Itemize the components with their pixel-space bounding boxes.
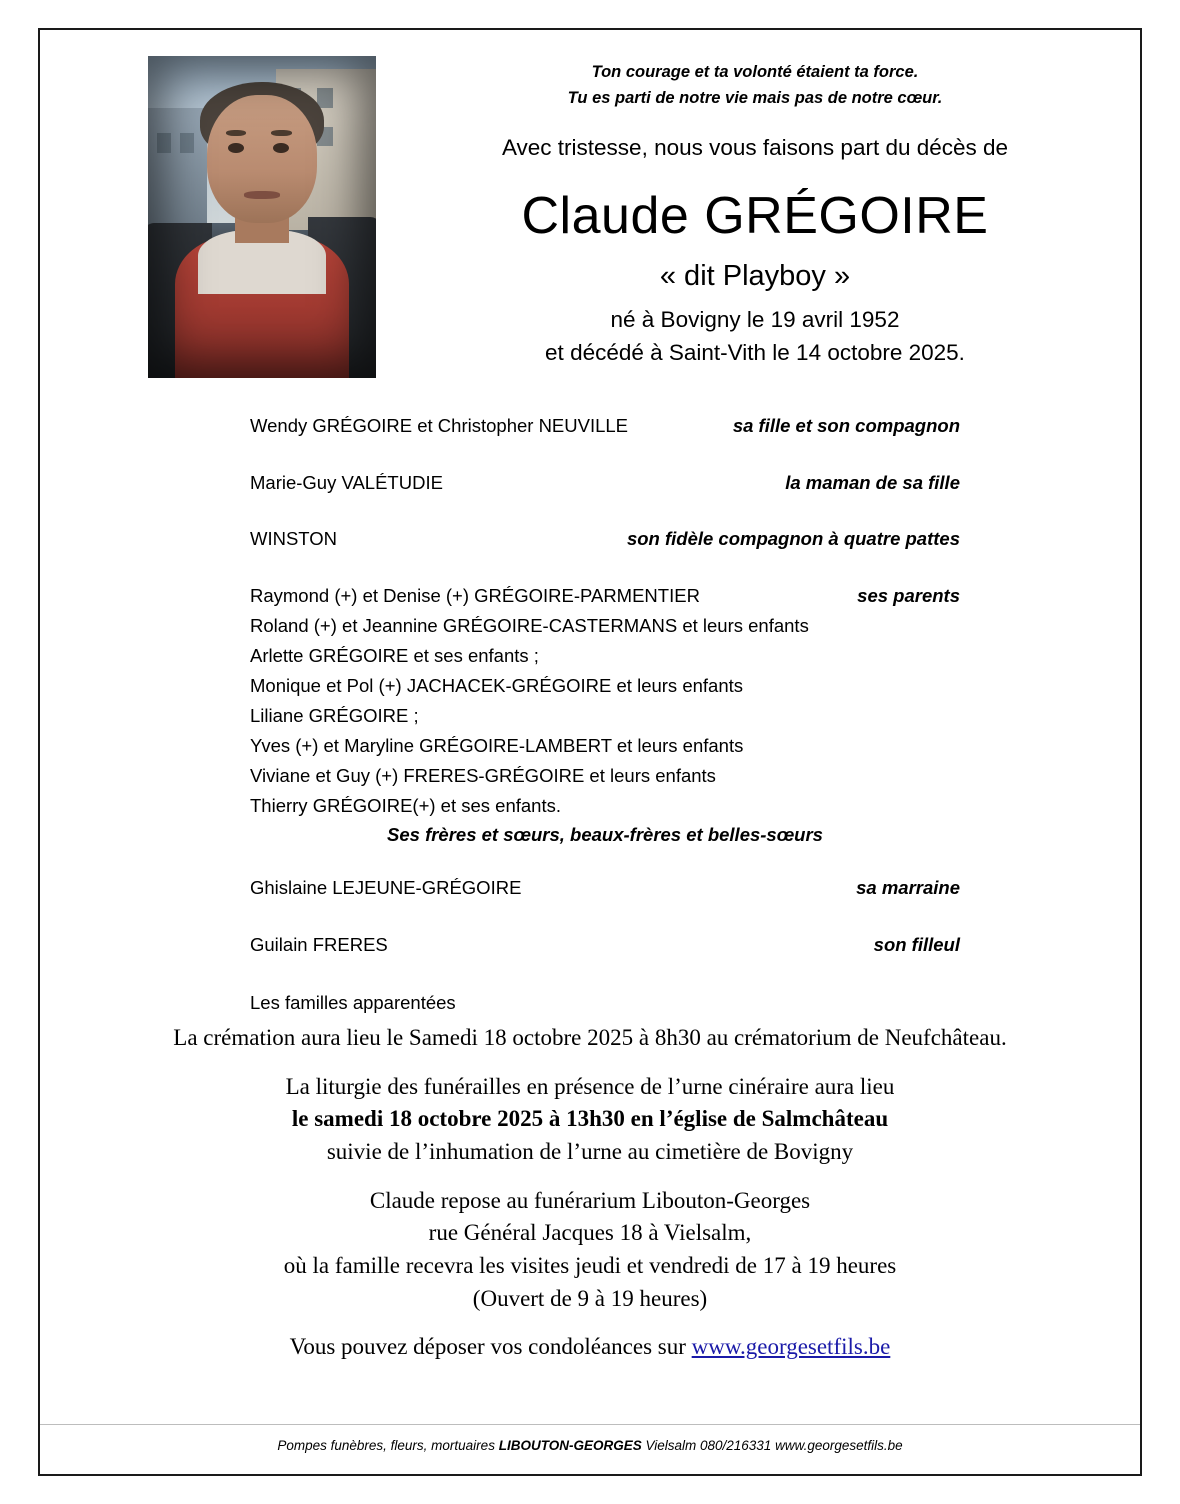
sibling-line: Roland (+) et Jeannine GRÉGOIRE-CASTERMANS et leurs enfants xyxy=(250,614,809,636)
family-entry xyxy=(250,412,960,441)
rest-line-4: (Ouvert de 9 à 19 heures) xyxy=(472,1285,708,1311)
announcement-text: Avec tristesse, nous vous faisons part du décès de xyxy=(501,135,1009,160)
spacer xyxy=(250,497,960,525)
siblings-caption: Ses frères et sœurs, beaux-frères et belles-sœurs xyxy=(387,824,823,846)
header-section xyxy=(60,48,1120,398)
spacer xyxy=(250,554,960,582)
liturgy-line-1: La liturgie des funérailles en présence de l’urne cinéraire aura lieu xyxy=(285,1073,895,1099)
spacer xyxy=(60,1055,1120,1071)
deceased-nickname: « dit Playboy » xyxy=(659,260,851,292)
spacer xyxy=(250,960,960,988)
spacer xyxy=(250,441,960,469)
liturgy-line-2: le samedi 18 octobre 2025 à 13h30 en l’église de Salmchâteau xyxy=(291,1106,889,1132)
footer-suffix: Vielsalm 080/216331 www.georgesetfils.be xyxy=(641,1438,903,1453)
cremation-info: La crémation aura lieu le Samedi 18 octobre 2025 à 8h30 au crématorium de Neufchâteau. xyxy=(173,1025,1007,1050)
related-families: Les familles apparentées xyxy=(250,991,456,1013)
deceased-name: Claude GRÉGOIRE xyxy=(521,187,989,245)
footer-credit xyxy=(60,1438,1120,1453)
family-relation: la maman de sa fille xyxy=(785,471,960,493)
sibling-line: Viviane et Guy (+) FRERES-GRÉGOIRE et leurs enfants xyxy=(250,764,716,786)
family-entry xyxy=(250,469,960,498)
portrait-photo xyxy=(148,56,376,378)
family-relation: son fidèle compagnon à quatre pattes xyxy=(626,528,960,550)
rest-line-2: rue Général Jacques 18 à Vielsalm, xyxy=(428,1220,752,1246)
death-line: et décédé à Saint-Vith le 14 octobre 2025. xyxy=(545,339,965,365)
memorial-quote xyxy=(390,60,1120,111)
family-names: Wendy GRÉGOIRE et Christopher NEUVILLE xyxy=(250,415,629,436)
ceremony-section xyxy=(60,1022,1120,1364)
footer-divider xyxy=(40,1424,1140,1425)
spacer xyxy=(60,1315,1120,1331)
family-relation: son filleul xyxy=(873,934,960,956)
condolences-link[interactable]: www.georgesetfils.be xyxy=(691,1334,891,1360)
parents-entry xyxy=(250,582,960,611)
sibling-line: Arlette GRÉGOIRE et ses enfants ; xyxy=(250,644,539,666)
birth-line: né à Bovigny le 19 avril 1952 xyxy=(610,307,900,332)
condolences-prefix: Vous pouvez déposer vos condoléances sur xyxy=(289,1334,692,1360)
footer-prefix: Pompes funèbres, fleurs, mortuaires xyxy=(277,1438,499,1453)
condolences-line xyxy=(60,1331,1120,1364)
spacer xyxy=(250,846,960,874)
family-entry xyxy=(250,874,960,903)
family-names: Ghislaine LEJEUNE-GRÉGOIRE xyxy=(250,877,522,899)
spacer xyxy=(60,1169,1120,1185)
family-entry xyxy=(250,931,960,960)
family-section xyxy=(250,412,960,1018)
quote-line-2: Tu es parti de notre vie mais pas de notre cœur. xyxy=(567,88,943,107)
photo-vignette xyxy=(148,56,376,378)
parents-relation: ses parents xyxy=(857,585,960,607)
parents-names: Raymond (+) et Denise (+) GRÉGOIRE-PARMENTIER xyxy=(250,585,700,607)
sibling-line: Thierry GRÉGOIRE(+) et ses enfants. xyxy=(250,794,561,816)
footer-company: LIBOUTON-GEORGES xyxy=(498,1438,642,1453)
rest-line-3: où la famille recevra les visites jeudi et vendredi de 17 à 19 heures xyxy=(283,1252,897,1278)
quote-line-1: Ton courage et ta volonté étaient ta force. xyxy=(591,63,919,81)
family-names: Guilain FRERES xyxy=(250,934,388,956)
sibling-line: Liliane GRÉGOIRE ; xyxy=(250,704,419,726)
family-names: Marie-Guy VALÉTUDIE xyxy=(250,471,443,493)
family-entry xyxy=(250,525,960,554)
rest-line-1: Claude repose au funérarium Libouton-Georges xyxy=(369,1187,811,1213)
family-names: WINSTON xyxy=(250,528,338,550)
liturgy-line-3: suivie de l’inhumation de l’urne au cimetière de Bovigny xyxy=(326,1138,854,1164)
sibling-line: Yves (+) et Maryline GRÉGOIRE-LAMBERT et leurs enfants xyxy=(250,734,744,756)
spacer xyxy=(250,903,960,931)
family-relation: sa marraine xyxy=(856,877,960,899)
family-relation: sa fille et son compagnon xyxy=(732,415,960,436)
sibling-line: Monique et Pol (+) JACHACEK-GRÉGOIRE et leurs enfants xyxy=(250,674,744,696)
birth-death-info xyxy=(390,304,1120,369)
